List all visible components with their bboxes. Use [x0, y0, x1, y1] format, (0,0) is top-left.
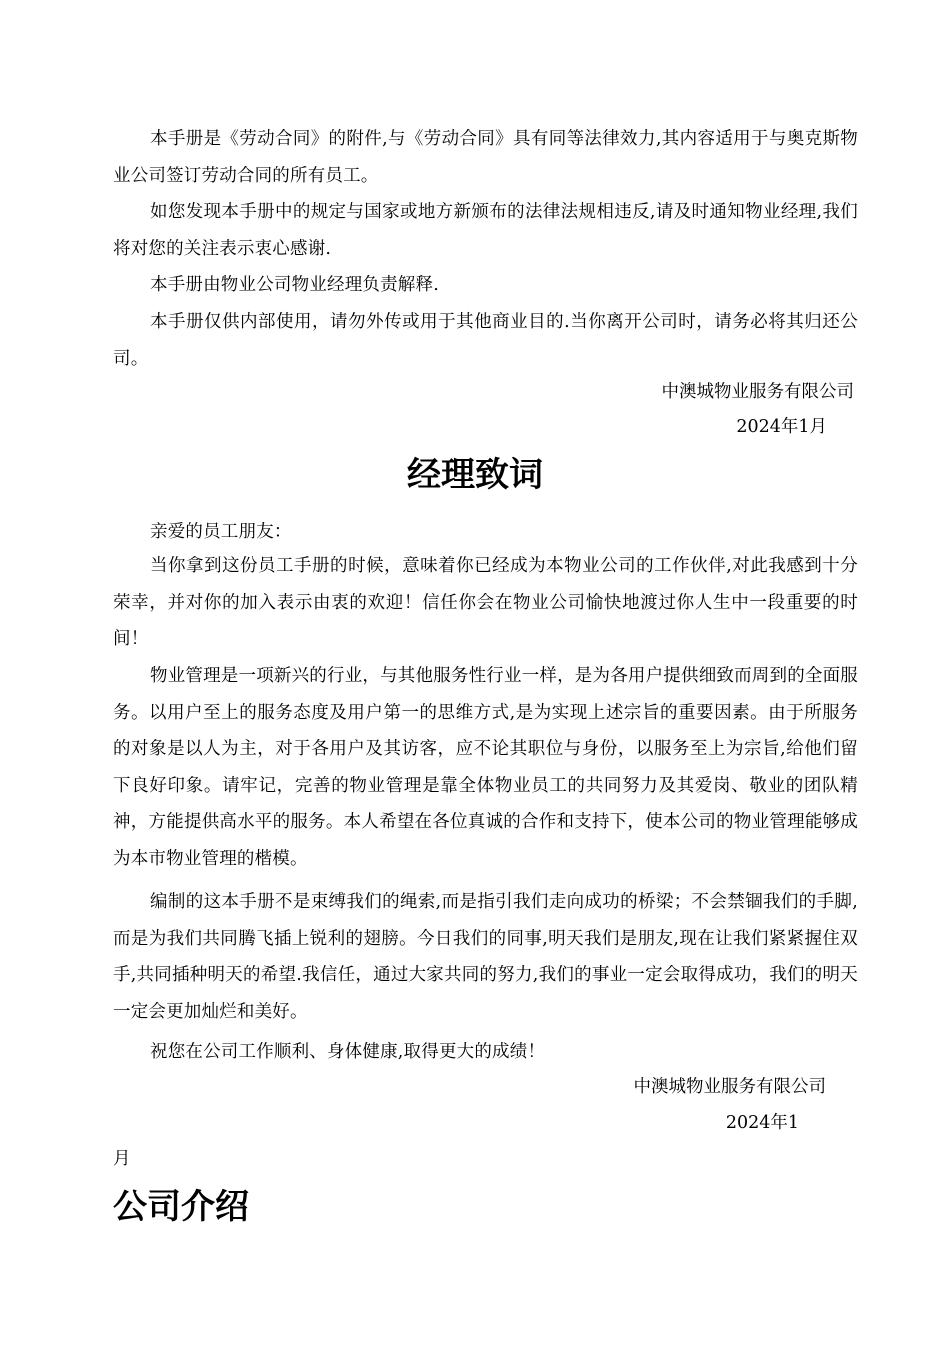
- preface-paragraph-2: 如您发现本手册中的规定与国家或地方新颁布的法律法规相违反,请及时通知物业经理,我们将对您的关注表示衷心感谢.: [113, 202, 858, 259]
- manager-letter-paragraph-2: 物业管理是一项新兴的行业，与其他服务性行业一样，是为各用户提供细致而周到的全面服务。以用户至上的服务态度及用户第一的思维方式,是为实现上述宗旨的重要因素。由于所服务的对象是以人为主，对于各用户及其访客，应不论其职位与身份，以服务至上为宗旨,给他们留下良好印象。请牢记，完善的物业管理是靠全体物业员工的共同努力及其爱岗、敬业的团队精神，方能提供高水平的服务。本人希望在各位真诚的合作和支持下，使本公司的物业管理能够成为本市物业管理的楷模。: [113, 666, 858, 869]
- manager-letter-paragraph-1: 当你拿到这份员工手册的时候，意味着你已经成为本物业公司的工作伙伴,对此我感到十分荣幸，并对你的加入表示由衷的欢迎！信任你会在物业公司愉快地渡过你人生中一段重要的时间！: [113, 556, 858, 649]
- preface-signature-date: 2024年1月: [736, 417, 827, 437]
- manager-letter-paragraph-3: 编制的这本手册不是束缚我们的绳索,而是指引我们走向成功的桥梁；不会禁锢我们的手脚,而是为我们共同腾飞插上锐利的翅膀。今日我们的同事,明天我们是朋友,现在让我们紧紧握住双手,共同插种明天的希望.我信任，通过大家共同的努力,我们的事业一定会取得成功，我们的明天一定会更加灿烂和美好。: [113, 892, 858, 1022]
- manager-letter-paragraph-4: 祝您在公司工作顺利、身体健康,取得更大的成绩！: [150, 1042, 546, 1062]
- manager-letter-greeting: 亲爱的员工朋友：: [150, 522, 292, 542]
- preface-paragraph-3: 本手册由物业公司物业经理负责解释.: [150, 275, 439, 295]
- company-intro-title: 公司介绍: [113, 1187, 249, 1227]
- preface-paragraph-1: 本手册是《劳动合同》的附件,与《劳动合同》具有同等法律效力,其内容适用于与奥克斯物业公司签订劳动合同的所有员工。: [113, 129, 858, 186]
- manager-letter-signature-date: 2024年1: [725, 1113, 799, 1133]
- preface-signature-company: 中澳城物业服务有限公司: [661, 382, 854, 402]
- preface-paragraph-4: 本手册仅供内部使用，请勿外传或用于其他商业目的.当你离开公司时，请务必将其归还公司。: [113, 312, 858, 369]
- manager-letter-signature-company: 中澳城物业服务有限公司: [633, 1077, 826, 1097]
- manager-letter-title: 经理致词: [407, 455, 543, 495]
- manager-letter-signature-date-wrap: 月: [113, 1149, 131, 1169]
